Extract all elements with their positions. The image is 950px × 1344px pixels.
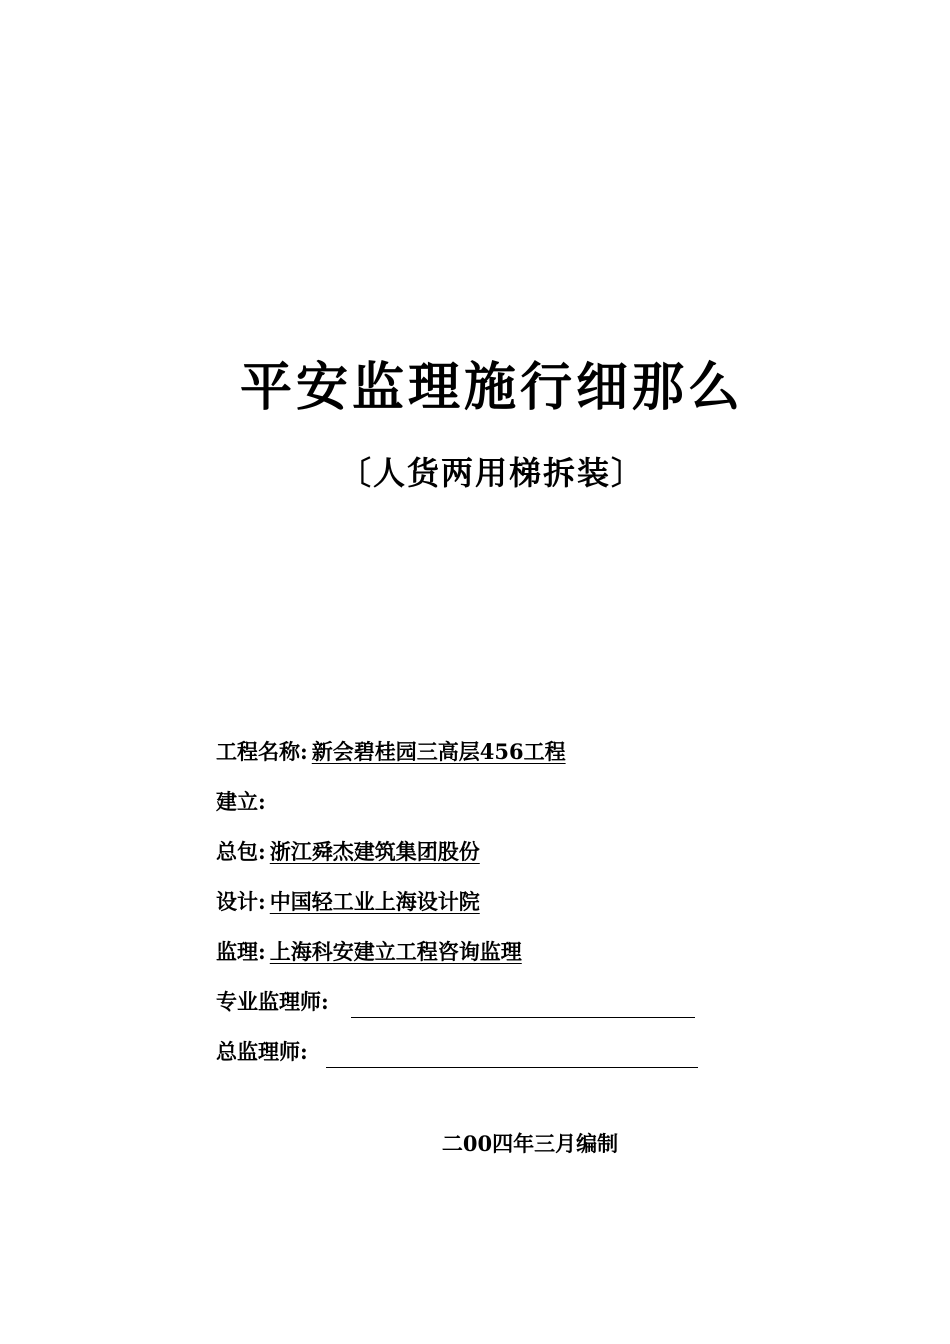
document-title: 平安监理施行细那么 (239, 357, 744, 418)
compile-date: 二00四年三月编制 (441, 1131, 619, 1156)
specialist-supervisor-label: 专业监理师: (216, 989, 329, 1014)
owner-row (216, 776, 736, 826)
design-row (216, 876, 736, 926)
chief-supervisor-row (216, 1026, 736, 1076)
owner-label: 建立: (216, 789, 266, 814)
contractor-label: 总包: (216, 839, 266, 864)
document-subtitle: 〔人货两用梯拆装〕 (338, 454, 645, 492)
contractor-row (216, 826, 736, 876)
chief-supervisor-signature-line (326, 1045, 698, 1068)
specialist-supervisor-row (216, 976, 736, 1026)
design-label: 设计: (216, 889, 266, 914)
project-info-block (216, 726, 736, 1076)
specialist-supervisor-signature-line (351, 995, 695, 1018)
project-name-row (216, 726, 736, 776)
chief-supervisor-label: 总监理师: (216, 1039, 308, 1064)
project-name-label: 工程名称: (216, 739, 308, 764)
project-name-value: 新会碧桂园三高层456工程 (311, 739, 566, 764)
contractor-value: 浙江舜杰建筑集团股份 (269, 839, 480, 864)
design-value: 中国轻工业上海设计院 (269, 889, 480, 914)
supervision-value: 上海科安建立工程咨询监理 (269, 939, 522, 964)
supervision-label: 监理: (216, 939, 266, 964)
supervision-row (216, 926, 736, 976)
